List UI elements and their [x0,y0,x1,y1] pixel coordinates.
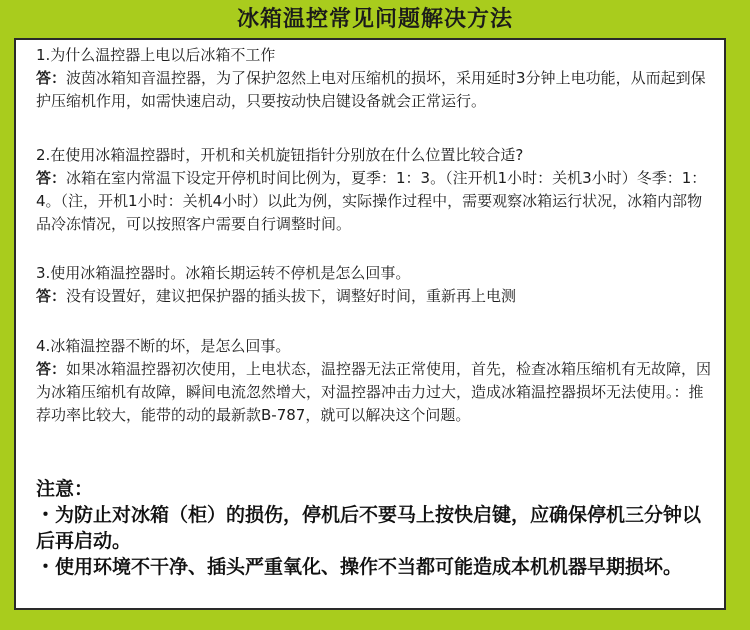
faq-item-4 [36,335,716,427]
faq-answer-4 [36,358,716,427]
note-section [36,476,712,580]
faq-item-2 [36,144,716,236]
answer-label: 答： [36,169,67,187]
note-item-2: ・使用环境不干净、插头严重氧化、操作不当都可能造成本机机器早期损坏。 [36,556,683,578]
faq-item-1 [36,44,716,113]
faq-answer-1 [36,67,716,113]
faq-question-4: 4.冰箱温控器不断的坏，是怎么回事。 [36,337,291,355]
content-panel [14,38,726,610]
answer-label: 答： [36,360,67,378]
faq-question-3: 3.使用冰箱温控器时。冰箱长期运转不停机是怎么回事。 [36,264,411,282]
faq-item-3 [36,262,716,308]
faq-answer-2-text: 冰箱在室内常温下设定开停机时间比例为，夏季：1：3。（注开机1小时：关机3小时）冬季：1：4。（注，开机1小时：关机4小时）以此为例，实际操作过程中，需要观察冰箱运行状况，冰箱内部物品冷冻情况，可以按照客户需要自行调整时间。 [36,169,707,233]
note-item-1: ・为防止对冰箱（柜）的损伤，停机后不要马上按快启键，应确保停机三分钟以后再启动。 [36,504,702,552]
answer-label: 答： [36,287,67,305]
faq-question-2: 2.在使用冰箱温控器时，开机和关机旋钮指针分别放在什么位置比较合适? [36,146,524,164]
faq-answer-3 [36,285,716,308]
page-title: 冰箱温控常见问题解决方法 [236,7,513,32]
faq-answer-2 [36,167,716,236]
answer-label: 答： [36,69,67,87]
note-heading: 注意： [36,478,94,500]
faq-question-1: 1.为什么温控器上电以后冰箱不工作 [36,46,276,64]
faq-answer-4-text: 如果冰箱温控器初次使用，上电状态，温控器无法正常使用，首先，检查冰箱压缩机有无故障，因为冰箱压缩机有故障，瞬间电流忽然增大，对温控器冲击力过大，造成冰箱温控器损坏无法使用。：推荐功率比较大，能带的动的最新款B-787，就可以解决这个问题。 [36,360,712,424]
faq-answer-3-text: 没有设置好，建议把保护器的插头拔下，调整好时间，重新再上电测 [66,287,517,305]
faq-answer-1-text: 波茵冰箱知音温控器，为了保护忽然上电对压缩机的损坏，采用延时3分钟上电功能，从而起到保护压缩机作用，如需快速启动，只要按动快启键设备就会正常运行。 [36,69,706,110]
